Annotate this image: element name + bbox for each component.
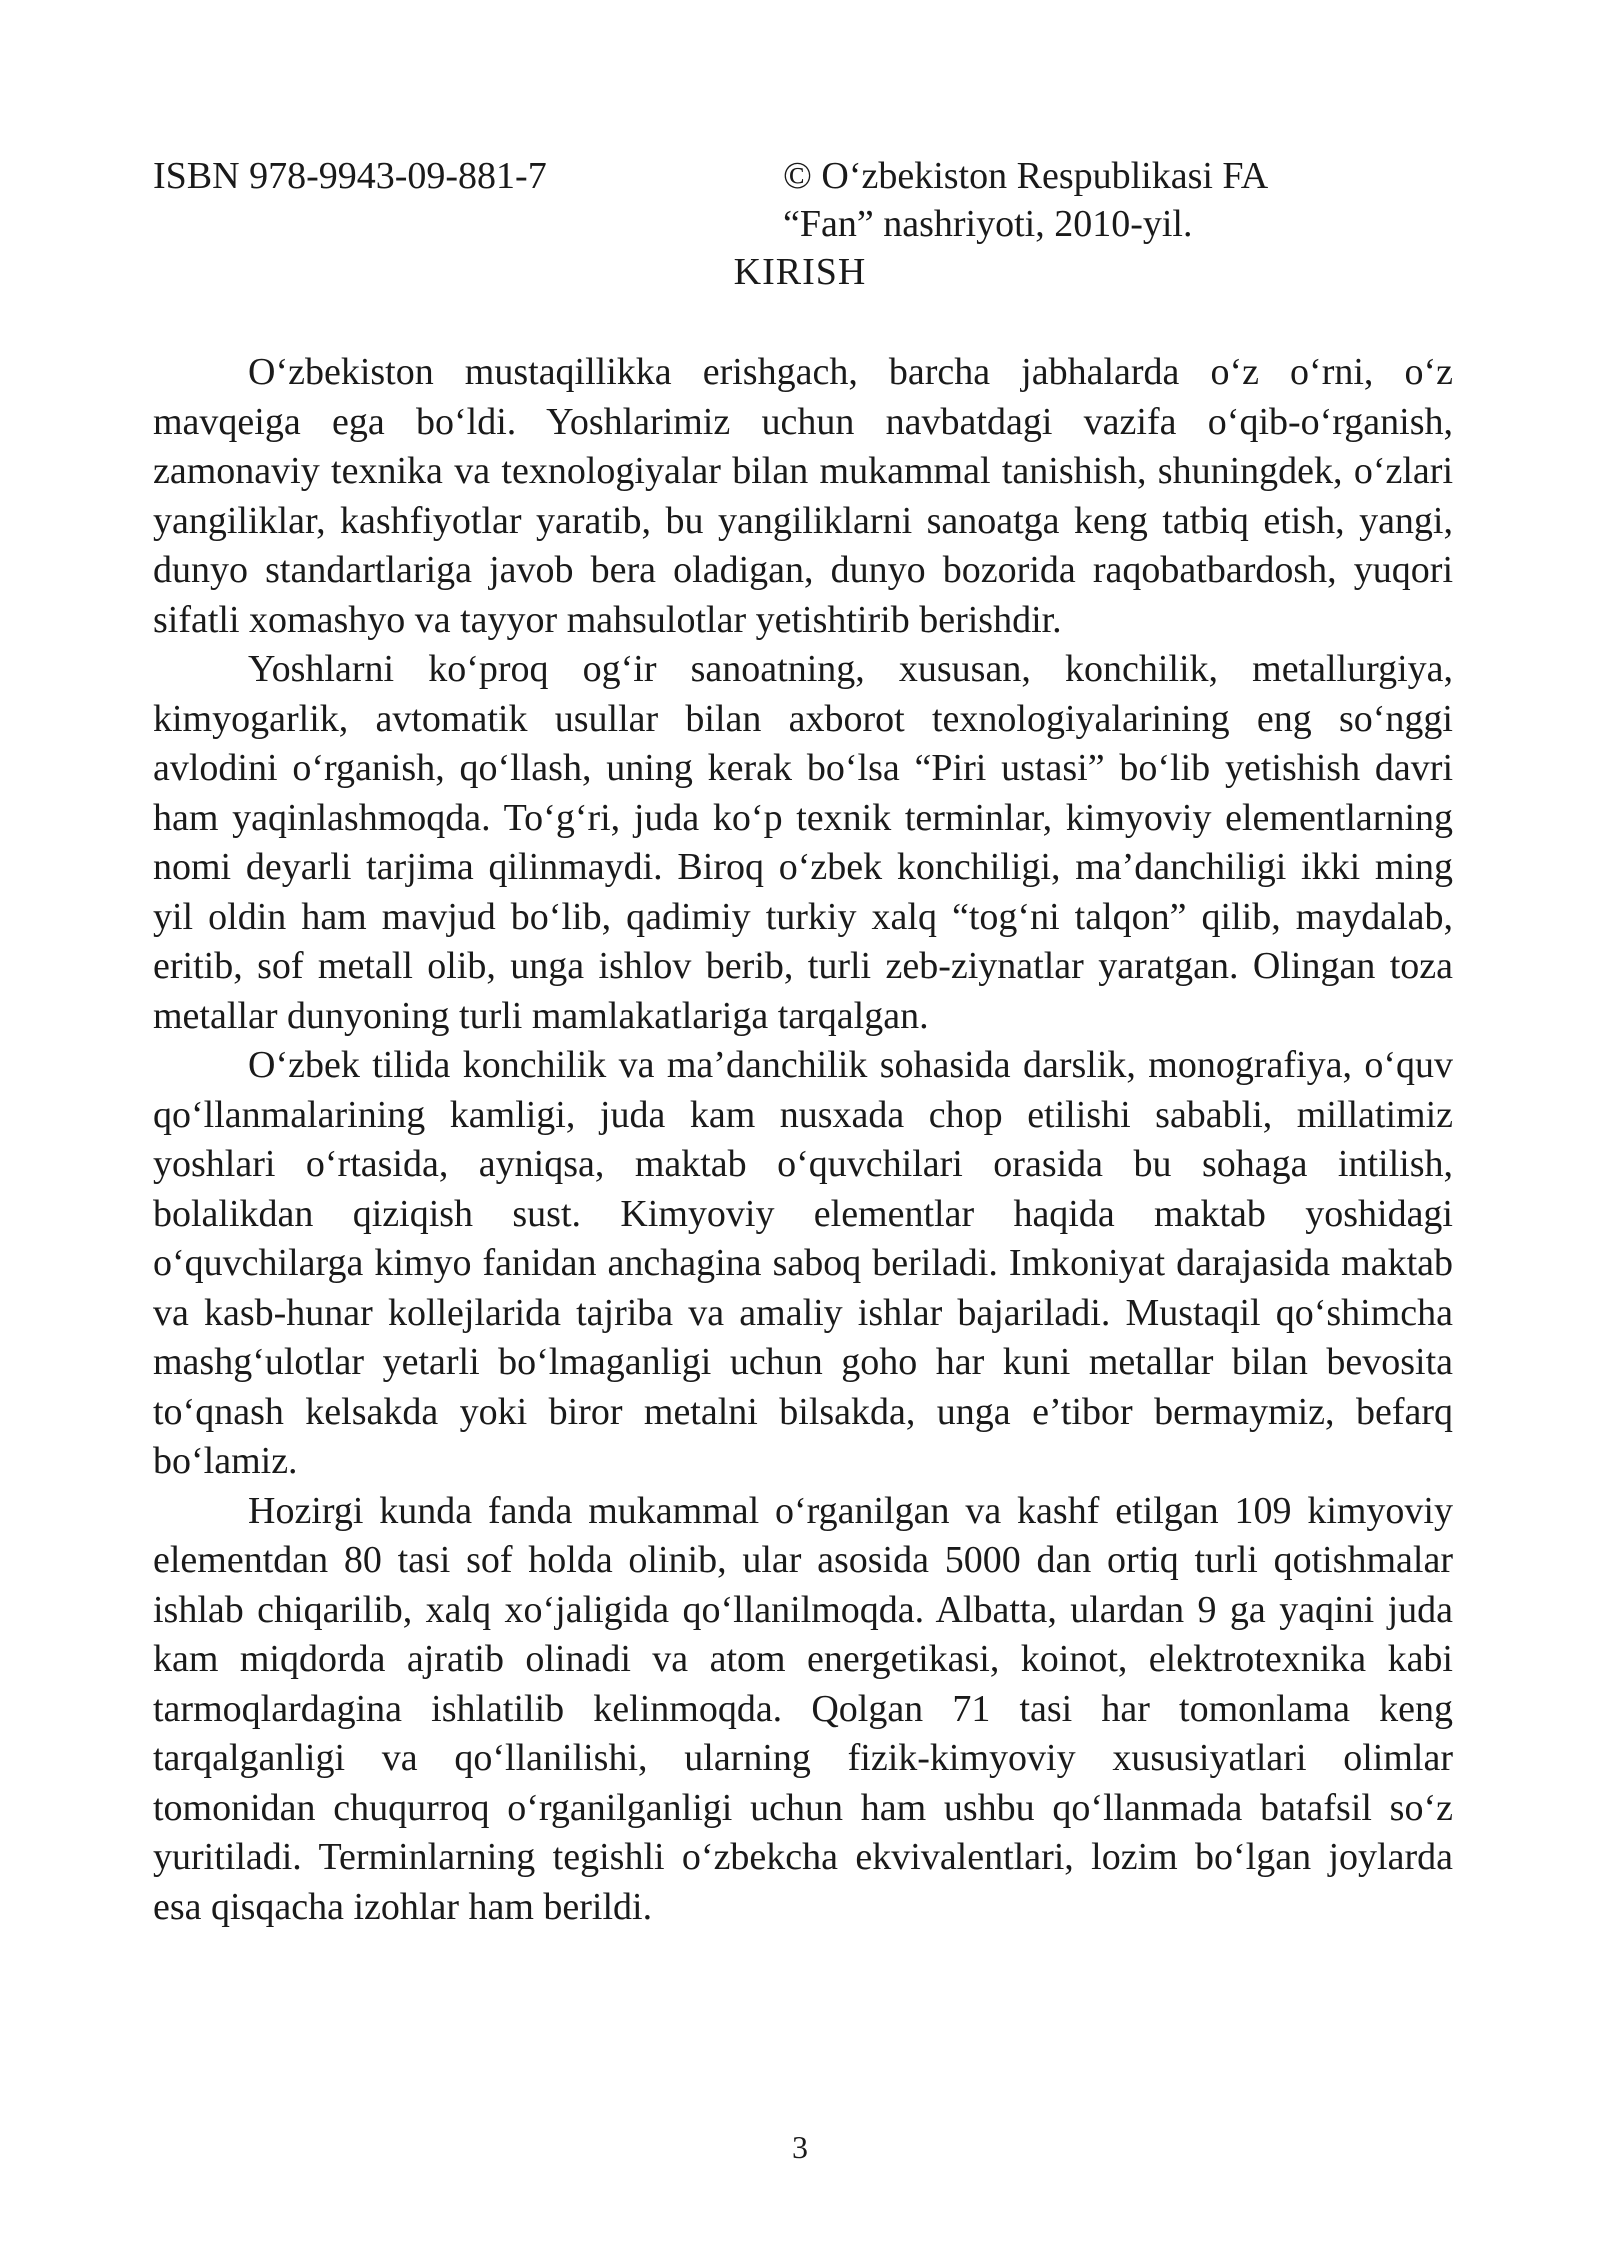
copyright-year: “Fan” nashriyoti, 2010-yil. [783, 203, 1193, 245]
paragraph-4: Hozirgi kunda fanda mukammal o‘rganilgan va kashf etilgan 109 kimyoviy elementdan 80 tasi sof holda olinib, ular asosida 5000 dan ortiq turli qotishmalar ishlab chiqarilib, xalq xo‘jaligida qo‘llanilmoqda. Albatta, ulardan 9 ga yaqini juda kam miqdorda ajratib olinadi va atom energetikasi, koinot, elektrotexnika kabi tarmoqlardagina ishlatilib kelinmoqda. Qolgan 71 tasi har tomonlama keng tarqalganligi va qo‘llanilishi, ularning fizik-kimyoviy xususiyatlari olimlar tomonidan chuqurroq o‘rganilganligi uchun ham ushbu qo‘llanmada batafsil so‘z yuritiladi. Terminlarning tegishli o‘zbekcha ekvivalentlari, lozim bo‘lgan joylarda esa qisqacha izohlar ham berildi. [153, 1489, 1453, 1928]
paragraph-3: O‘zbek tilida konchilik va ma’danchilik sohasida darslik, monografiya, o‘quv qo‘llanmalarining kamligi, juda kam nusxada chop etilishi sababli, millatimiz yoshlari o‘rtasida, ayniqsa, maktab o‘quvchilari orasida bu sohaga intilish, bolalikdan qiziqish sust. Kimyoviy elementlar haqida maktab yoshidagi o‘quvchilarga kimyo fanidan anchagina saboq beriladi. Imkoniyat darajasida maktab va kasb-hunar kollejlarida tajriba va amaliy ishlar bajariladi. Mustaqil qo‘shimcha mashg‘ulotlar yetarli bo‘lmaganligi uchun goho har kuni metallar bilan bevosita to‘qnash kelsakda yoki biror metalni bilsakda, unga e’tibor bermaymiz, befarq bo‘lamiz. [153, 1044, 1453, 1482]
isbn-number: ISBN 978-9943-09-881-7 [153, 155, 547, 197]
section-title: KIRISH [733, 251, 867, 293]
paragraph-2: Yoshlarni ko‘proq og‘ir sanoatning, xususan, konchilik, metallurgiya, kimyogarlik, avtomatik usullar bilan axborot texnologiyalarining eng so‘nggi avlodini o‘rganish, qo‘llash, uning kerak bo‘lsa “Piri ustasi” bo‘lib yetishish davri ham yaqinlashmoqda. To‘g‘ri, juda ko‘p texnik terminlar, kimyoviy elementlarning nomi deyarli tarjima qilinmaydi. Biroq o‘zbek konchiligi, ma’danchiligi ikki ming yil oldin ham mavjud bo‘lib, qadimiy turkiy xalq “tog‘ni talqon” qilib, maydalab, eritib, sof metall olib, unga ishlov berib, turli zeb-ziynatlar yaratgan. Olingan toza metallar dunyoning turli mamlakatlariga tarqalgan. [153, 648, 1453, 1037]
body-text [153, 348, 1453, 1932]
paragraph-1: O‘zbekiston mustaqillikka erishgach, barcha jabhalarda o‘z o‘rni, o‘z mavqeiga ega bo‘ldi. Yoshlarimiz uchun navbatdagi vazifa o‘qib-o‘rganish, zamonaviy texnika va texnologiyalar bilan mukammal tanishish, shuningdek, o‘zlari yangiliklar, kashfiyotlar yaratib, bu yangiliklarni sanoatga keng tatbiq etish, yangi, dunyo standartlariga javob bera oladigan, dunyo bozorida raqobatbardosh, yuqori sifatli xomashyo va tayyor mahsulotlar yetishtirib berishdir. [153, 351, 1453, 641]
copyright-publisher: © O‘zbekiston Respublikasi FA [783, 155, 1269, 197]
copyright-notice [783, 152, 1268, 248]
page-number: 3 [792, 2129, 808, 2165]
